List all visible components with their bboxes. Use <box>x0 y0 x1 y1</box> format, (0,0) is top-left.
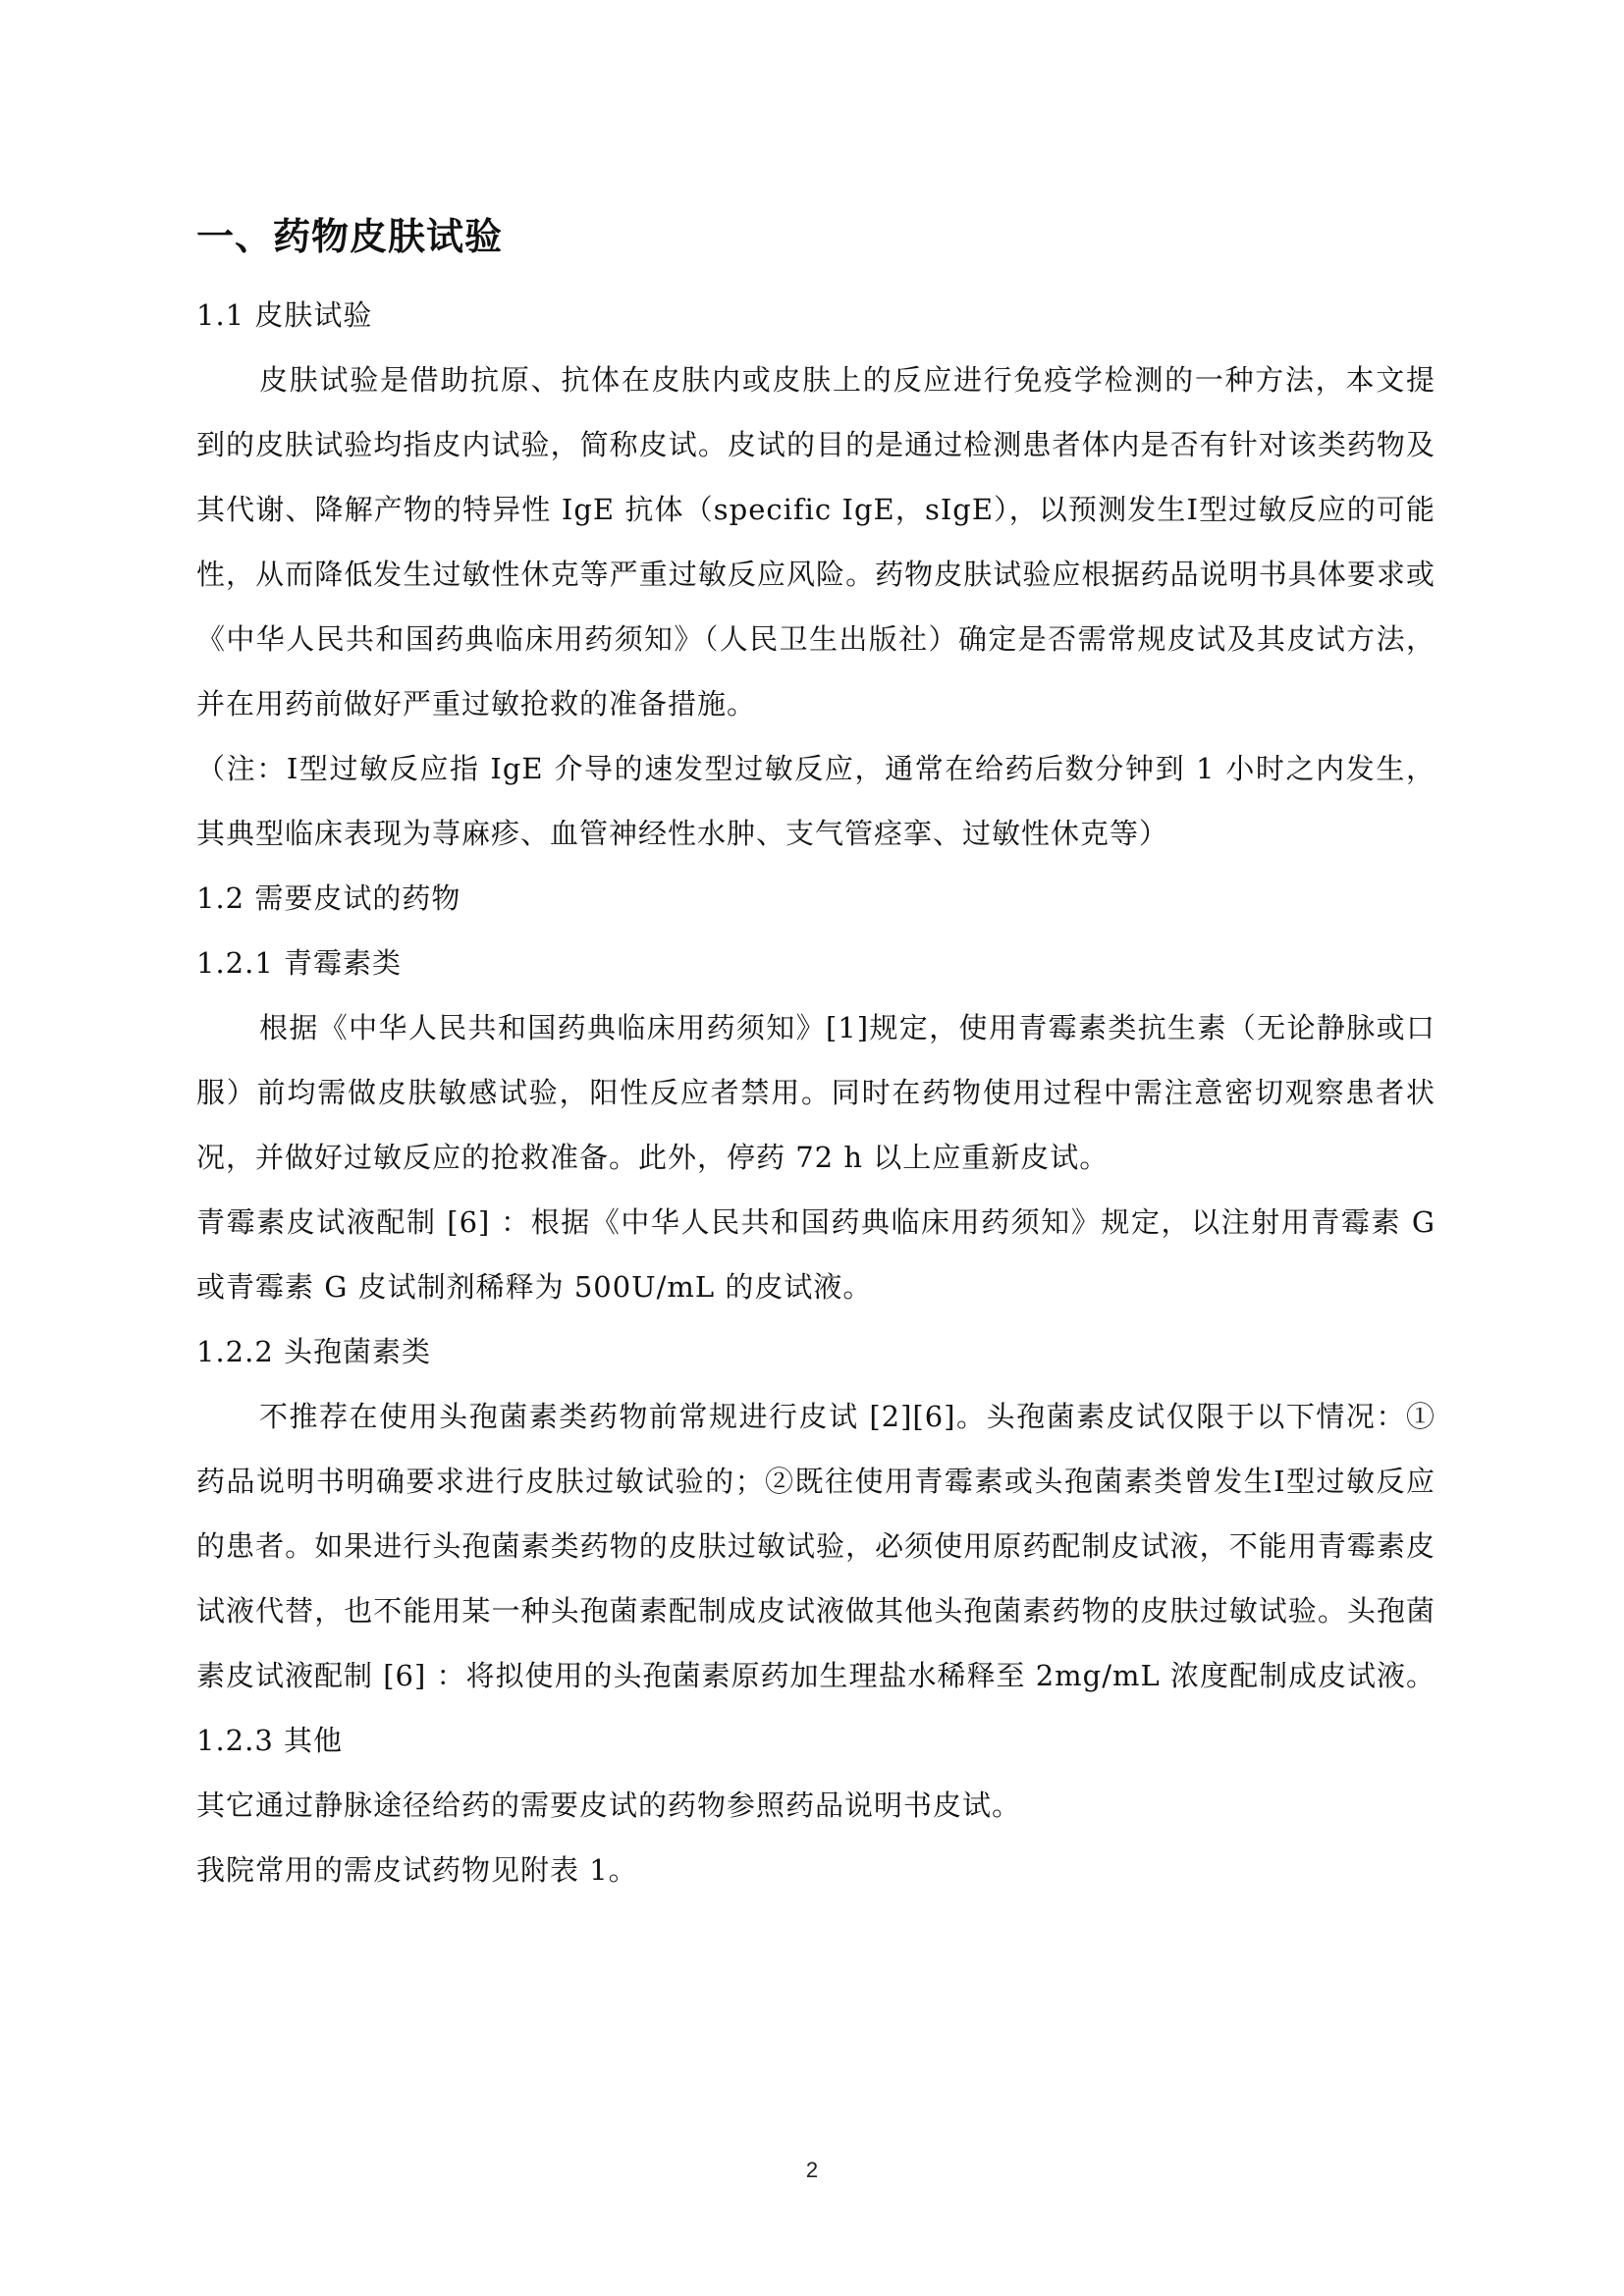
paragraph-other: 其它通过静脉途径给药的需要皮试的药物参照药品说明书皮试。 <box>196 1789 1022 1822</box>
paragraph-skin-test: 皮肤试验是借助抗原、抗体在皮肤内或皮肤上的反应进行免疫学检测的一种方法，本文提到的皮肤试验均指皮内试验，简称皮试。皮试的目的是通过检测患者体内是否有针对该类药物及其代谢、降解产物的特异性 IgE 抗体（specific IgE，sIgE），以预测发生Ⅰ型过敏反应的可能性，从而降低发生过敏性休克等严重过敏反应风险。药物皮肤试验应根据药品说明书具体要求或《中华人民共和国药典临床用药须知》（人民卫生出版社）确定是否需常规皮试及其皮试方法，并在用药前做好严重过敏抢救的准备措施。 <box>196 363 1435 721</box>
heading-1-2-3: 1.2.3 其他 <box>196 1724 344 1757</box>
section-title: 一、药物皮肤试验 <box>196 215 504 258</box>
paragraph-appendix-reference: 我院常用的需皮试药物见附表 1。 <box>196 1853 638 1887</box>
page-number: 2 <box>805 2158 819 2182</box>
heading-1-1: 1.1 皮肤试验 <box>196 298 373 332</box>
paragraph-cephalosporin: 不推荐在使用头孢菌素类药物前常规进行皮试 [2][6]。头孢菌素皮试仅限于以下情况：①药品说明书明确要求进行皮肤过敏试验的；②既往使用青霉素或头孢菌素类曾发生Ⅰ型过敏反应的患者。如果进行头孢菌素类药物的皮肤过敏试验，必须使用原药配制皮试液，不能用青霉素皮试液代替，也不能用某一种头孢菌素配制成皮试液做其他头孢菌素药物的皮肤过敏试验。头孢菌素皮试液配制 [6] ：将拟使用的头孢菌素原药加生理盐水稀释至 2mg/mL 浓度配制成皮试液。 <box>196 1400 1435 1692</box>
paragraph-penicillin: 根据《中华人民共和国药典临床用药须知》[1]规定，使用青霉素类抗生素（无论静脉或口服）前均需做皮肤敏感试验，阳性反应者禁用。同时在药物使用过程中需注意密切观察患者状况，并做好过敏反应的抢救准备。此外，停药 72 h 以上应重新皮试。 <box>196 1011 1435 1174</box>
paragraph-note: （注：Ⅰ型过敏反应指 IgE 介导的速发型过敏反应，通常在给药后数分钟到 1 小时之内发生，其典型临床表现为荨麻疹、血管神经性水肿、支气管痉挛、过敏性休克等） <box>196 752 1435 850</box>
paragraph-penicillin-preparation: 青霉素皮试液配制 [6] ：根据《中华人民共和国药典临床用药须知》规定，以注射用青霉素 G 或青霉素 G 皮试制剂稀释为 500U/mL 的皮试液。 <box>196 1205 1435 1304</box>
document-body <box>196 206 1435 1902</box>
heading-1-2-1: 1.2.1 青霉素类 <box>196 946 403 980</box>
heading-1-2: 1.2 需要皮试的药物 <box>196 881 461 915</box>
heading-1-2-2: 1.2.2 头孢菌素类 <box>196 1335 432 1368</box>
